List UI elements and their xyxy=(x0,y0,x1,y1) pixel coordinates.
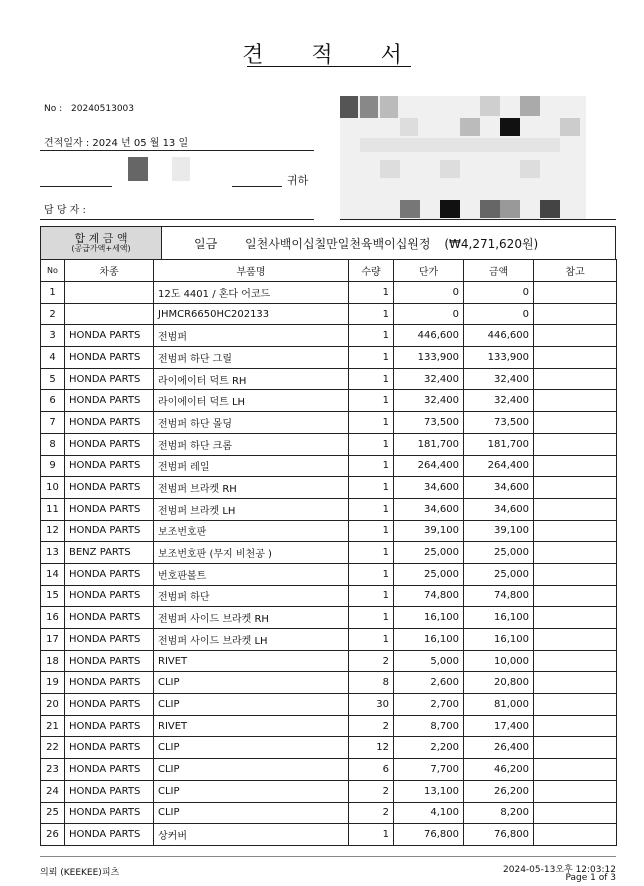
table-row xyxy=(41,542,617,564)
cell-price: 39,100 xyxy=(394,520,464,542)
items-table xyxy=(40,259,617,846)
cell-amount: 39,100 xyxy=(464,520,534,542)
cell-amount: 133,900 xyxy=(464,347,534,369)
cell-car: HONDA PARTS xyxy=(65,607,154,629)
cell-no: 12 xyxy=(41,520,65,542)
cell-qty: 2 xyxy=(349,802,394,824)
cell-car: HONDA PARTS xyxy=(65,455,154,477)
table-row xyxy=(41,325,617,347)
cell-no: 4 xyxy=(41,347,65,369)
col-header-price: 단가 xyxy=(394,260,464,282)
table-row xyxy=(41,303,617,325)
cell-car: HONDA PARTS xyxy=(65,325,154,347)
cell-part: 전범퍼 사이드 브라켓 RH xyxy=(154,607,349,629)
cell-part: 보조번호판 xyxy=(154,520,349,542)
cell-amount: 10,000 xyxy=(464,650,534,672)
table-row xyxy=(41,455,617,477)
cell-amount: 16,100 xyxy=(464,629,534,651)
cell-no: 25 xyxy=(41,802,65,824)
table-row xyxy=(41,715,617,737)
cell-amount: 0 xyxy=(464,282,534,304)
cell-qty: 1 xyxy=(349,325,394,347)
cell-qty: 2 xyxy=(349,715,394,737)
table-row xyxy=(41,347,617,369)
cell-part: 전범퍼 레일 xyxy=(154,455,349,477)
col-header-no: No xyxy=(41,260,65,282)
cell-part: 전범퍼 하단 그릴 xyxy=(154,347,349,369)
cell-qty: 1 xyxy=(349,303,394,325)
cell-no: 15 xyxy=(41,585,65,607)
cell-car: HONDA PARTS xyxy=(65,347,154,369)
cell-amount: 32,400 xyxy=(464,368,534,390)
cell-qty: 1 xyxy=(349,433,394,455)
cell-amount: 25,000 xyxy=(464,563,534,585)
table-row xyxy=(41,585,617,607)
recipient-line xyxy=(232,186,282,187)
cell-car: HONDA PARTS xyxy=(65,759,154,781)
cell-car: HONDA PARTS xyxy=(65,824,154,846)
cell-price: 0 xyxy=(394,282,464,304)
cell-price: 4,100 xyxy=(394,802,464,824)
cell-amount: 32,400 xyxy=(464,390,534,412)
cell-price: 264,400 xyxy=(394,455,464,477)
cell-part: 전범퍼 xyxy=(154,325,349,347)
cell-qty: 12 xyxy=(349,737,394,759)
cell-car: HONDA PARTS xyxy=(65,390,154,412)
cell-amount: 0 xyxy=(464,303,534,325)
divider-line xyxy=(40,219,314,220)
redacted-block xyxy=(172,157,190,181)
cell-price: 25,000 xyxy=(394,542,464,564)
cell-qty: 1 xyxy=(349,607,394,629)
cell-qty: 1 xyxy=(349,542,394,564)
cell-no: 23 xyxy=(41,759,65,781)
cell-qty: 1 xyxy=(349,412,394,434)
cell-no: 22 xyxy=(41,737,65,759)
cell-part: CLIP xyxy=(154,802,349,824)
recipient-suffix: 귀하 xyxy=(287,174,309,187)
cell-note xyxy=(534,498,617,520)
cell-qty: 1 xyxy=(349,347,394,369)
cell-part: 전범퍼 브라켓 LH xyxy=(154,498,349,520)
cell-amount: 17,400 xyxy=(464,715,534,737)
cell-note xyxy=(534,542,617,564)
manager-label: 담 당 자 : xyxy=(44,205,86,216)
cell-no: 8 xyxy=(41,433,65,455)
cell-part: CLIP xyxy=(154,672,349,694)
cell-no: 24 xyxy=(41,780,65,802)
doc-number-value: 20240513003 xyxy=(71,104,135,114)
cell-note xyxy=(534,802,617,824)
cell-amount: 446,600 xyxy=(464,325,534,347)
cell-qty: 1 xyxy=(349,824,394,846)
cell-amount: 34,600 xyxy=(464,477,534,499)
cell-note xyxy=(534,390,617,412)
cell-car: HONDA PARTS xyxy=(65,715,154,737)
cell-amount: 20,800 xyxy=(464,672,534,694)
cell-price: 5,000 xyxy=(394,650,464,672)
total-label-cell xyxy=(41,227,162,260)
cell-car: HONDA PARTS xyxy=(65,737,154,759)
cell-car: HONDA PARTS xyxy=(65,520,154,542)
recipient-line xyxy=(40,186,112,187)
cell-qty: 1 xyxy=(349,629,394,651)
footer-timestamp: 2024-05-13오후 12:03:12 xyxy=(503,865,616,875)
cell-note xyxy=(534,737,617,759)
cell-price: 133,900 xyxy=(394,347,464,369)
total-sublabel: (공급가액+세액) xyxy=(71,243,131,253)
cell-part: 전범퍼 사이드 브라켓 LH xyxy=(154,629,349,651)
cell-no: 7 xyxy=(41,412,65,434)
cell-note xyxy=(534,520,617,542)
cell-note xyxy=(534,303,617,325)
table-row xyxy=(41,563,617,585)
cell-part: 전범퍼 하단 xyxy=(154,585,349,607)
cell-qty: 1 xyxy=(349,282,394,304)
cell-amount: 16,100 xyxy=(464,607,534,629)
cell-no: 5 xyxy=(41,368,65,390)
cell-part: 상커버 xyxy=(154,824,349,846)
cell-qty: 1 xyxy=(349,368,394,390)
estimate-date: 견적일자 : 2024 년 05 월 13 일 xyxy=(44,138,189,149)
table-row xyxy=(41,780,617,802)
cell-amount: 74,800 xyxy=(464,585,534,607)
cell-car: HONDA PARTS xyxy=(65,477,154,499)
cell-part: 라이에이터 덕트 RH xyxy=(154,368,349,390)
cell-no: 11 xyxy=(41,498,65,520)
cell-qty: 8 xyxy=(349,672,394,694)
table-row xyxy=(41,412,617,434)
table-row xyxy=(41,282,617,304)
table-row xyxy=(41,368,617,390)
cell-car: HONDA PARTS xyxy=(65,563,154,585)
cell-part: RIVET xyxy=(154,715,349,737)
cell-no: 16 xyxy=(41,607,65,629)
table-row xyxy=(41,650,617,672)
cell-note xyxy=(534,780,617,802)
cell-qty: 1 xyxy=(349,455,394,477)
cell-price: 16,100 xyxy=(394,629,464,651)
cell-amount: 25,000 xyxy=(464,542,534,564)
table-row xyxy=(41,433,617,455)
cell-part: 전범퍼 하단 몰딩 xyxy=(154,412,349,434)
cell-price: 13,100 xyxy=(394,780,464,802)
table-row xyxy=(41,390,617,412)
cell-car: HONDA PARTS xyxy=(65,498,154,520)
cell-part: 12도 4401 / 혼다 어코드 xyxy=(154,282,349,304)
cell-amount: 73,500 xyxy=(464,412,534,434)
cell-car: HONDA PARTS xyxy=(65,412,154,434)
total-numeric: (₩4,271,620원) xyxy=(444,236,539,251)
cell-qty: 2 xyxy=(349,650,394,672)
cell-price: 2,200 xyxy=(394,737,464,759)
cell-price: 34,600 xyxy=(394,477,464,499)
cell-note xyxy=(534,759,617,781)
cell-price: 7,700 xyxy=(394,759,464,781)
cell-car: BENZ PARTS xyxy=(65,542,154,564)
cell-car: HONDA PARTS xyxy=(65,802,154,824)
table-row xyxy=(41,629,617,651)
cell-no: 1 xyxy=(41,282,65,304)
cell-car xyxy=(65,303,154,325)
table-row xyxy=(41,520,617,542)
table-row xyxy=(41,824,617,846)
cell-qty: 1 xyxy=(349,520,394,542)
cell-price: 25,000 xyxy=(394,563,464,585)
cell-note xyxy=(534,325,617,347)
table-row xyxy=(41,694,617,716)
cell-amount: 34,600 xyxy=(464,498,534,520)
cell-no: 10 xyxy=(41,477,65,499)
doc-number-label: No : xyxy=(44,104,63,114)
cell-qty: 6 xyxy=(349,759,394,781)
cell-part: 번호판볼트 xyxy=(154,563,349,585)
title-underline xyxy=(247,66,411,67)
cell-car: HONDA PARTS xyxy=(65,780,154,802)
col-header-car: 차종 xyxy=(65,260,154,282)
cell-part: CLIP xyxy=(154,694,349,716)
cell-note xyxy=(534,650,617,672)
cell-price: 446,600 xyxy=(394,325,464,347)
cell-amount: 46,200 xyxy=(464,759,534,781)
cell-amount: 76,800 xyxy=(464,824,534,846)
cell-amount: 264,400 xyxy=(464,455,534,477)
cell-amount: 26,400 xyxy=(464,737,534,759)
doc-number xyxy=(44,104,134,114)
cell-note xyxy=(534,477,617,499)
cell-no: 26 xyxy=(41,824,65,846)
cell-price: 32,400 xyxy=(394,368,464,390)
cell-qty: 1 xyxy=(349,477,394,499)
table-row xyxy=(41,607,617,629)
divider-line xyxy=(340,219,616,220)
cell-note xyxy=(534,563,617,585)
cell-part: RIVET xyxy=(154,650,349,672)
cell-note xyxy=(534,412,617,434)
cell-no: 13 xyxy=(41,542,65,564)
cell-note xyxy=(534,607,617,629)
cell-part: CLIP xyxy=(154,780,349,802)
cell-price: 34,600 xyxy=(394,498,464,520)
cell-note xyxy=(534,368,617,390)
cell-amount: 8,200 xyxy=(464,802,534,824)
cell-price: 76,800 xyxy=(394,824,464,846)
cell-part: 라이에이터 덕트 LH xyxy=(154,390,349,412)
cell-no: 2 xyxy=(41,303,65,325)
total-label: 합 계 금 액 xyxy=(74,232,128,246)
cell-part: CLIP xyxy=(154,737,349,759)
table-row xyxy=(41,802,617,824)
cell-note xyxy=(534,629,617,651)
cell-no: 18 xyxy=(41,650,65,672)
cell-no: 17 xyxy=(41,629,65,651)
cell-car: HONDA PARTS xyxy=(65,650,154,672)
cell-part: 전범퍼 브라켓 RH xyxy=(154,477,349,499)
cell-price: 16,100 xyxy=(394,607,464,629)
cell-note xyxy=(534,585,617,607)
cell-price: 2,700 xyxy=(394,694,464,716)
cell-note xyxy=(534,694,617,716)
total-amount-box xyxy=(40,226,616,260)
col-header-qty: 수량 xyxy=(349,260,394,282)
cell-car: HONDA PARTS xyxy=(65,368,154,390)
divider-line xyxy=(40,150,314,151)
cell-qty: 2 xyxy=(349,780,394,802)
cell-price: 74,800 xyxy=(394,585,464,607)
cell-qty: 1 xyxy=(349,563,394,585)
cell-price: 0 xyxy=(394,303,464,325)
cell-part: JHMCR6650HC202133 xyxy=(154,303,349,325)
cell-price: 32,400 xyxy=(394,390,464,412)
cell-car: HONDA PARTS xyxy=(65,629,154,651)
cell-price: 2,600 xyxy=(394,672,464,694)
cell-qty: 1 xyxy=(349,390,394,412)
cell-qty: 30 xyxy=(349,694,394,716)
cell-car: HONDA PARTS xyxy=(65,672,154,694)
cell-no: 3 xyxy=(41,325,65,347)
cell-car: HONDA PARTS xyxy=(65,694,154,716)
cell-amount: 26,200 xyxy=(464,780,534,802)
cell-qty: 1 xyxy=(349,498,394,520)
cell-amount: 181,700 xyxy=(464,433,534,455)
total-prefix: 일금 xyxy=(194,236,218,251)
cell-note xyxy=(534,433,617,455)
cell-car xyxy=(65,282,154,304)
cell-qty: 1 xyxy=(349,585,394,607)
cell-part: 전범퍼 하단 크롬 xyxy=(154,433,349,455)
table-row xyxy=(41,759,617,781)
cell-no: 21 xyxy=(41,715,65,737)
cell-note xyxy=(534,282,617,304)
document-title: 견적서 xyxy=(242,43,450,68)
cell-no: 19 xyxy=(41,672,65,694)
footer-client: 의뢰 (KEEKEE)피츠 xyxy=(40,868,120,878)
table-row xyxy=(41,498,617,520)
total-korean: 일천사백이십칠만일천육백이십원정 xyxy=(245,236,431,251)
cell-no: 14 xyxy=(41,563,65,585)
cell-note xyxy=(534,824,617,846)
cell-note xyxy=(534,347,617,369)
total-value-cell xyxy=(162,227,616,260)
cell-car: HONDA PARTS xyxy=(65,433,154,455)
cell-car: HONDA PARTS xyxy=(65,585,154,607)
table-row xyxy=(41,737,617,759)
cell-price: 181,700 xyxy=(394,433,464,455)
cell-price: 73,500 xyxy=(394,412,464,434)
cell-note xyxy=(534,715,617,737)
cell-part: 보조번호판 (무지 비천공 ) xyxy=(154,542,349,564)
cell-note xyxy=(534,672,617,694)
col-header-amount: 금액 xyxy=(464,260,534,282)
col-header-note: 참고 xyxy=(534,260,617,282)
footer-page: Page 1 of 3 xyxy=(565,873,616,883)
cell-part: CLIP xyxy=(154,759,349,781)
redacted-block xyxy=(128,157,148,181)
col-header-part: 부품명 xyxy=(154,260,349,282)
table-row xyxy=(41,672,617,694)
cell-no: 20 xyxy=(41,694,65,716)
cell-no: 9 xyxy=(41,455,65,477)
cell-note xyxy=(534,455,617,477)
cell-price: 8,700 xyxy=(394,715,464,737)
table-header xyxy=(41,260,617,282)
footer-divider xyxy=(40,856,616,857)
cell-amount: 81,000 xyxy=(464,694,534,716)
table-row xyxy=(41,477,617,499)
cell-no: 6 xyxy=(41,390,65,412)
